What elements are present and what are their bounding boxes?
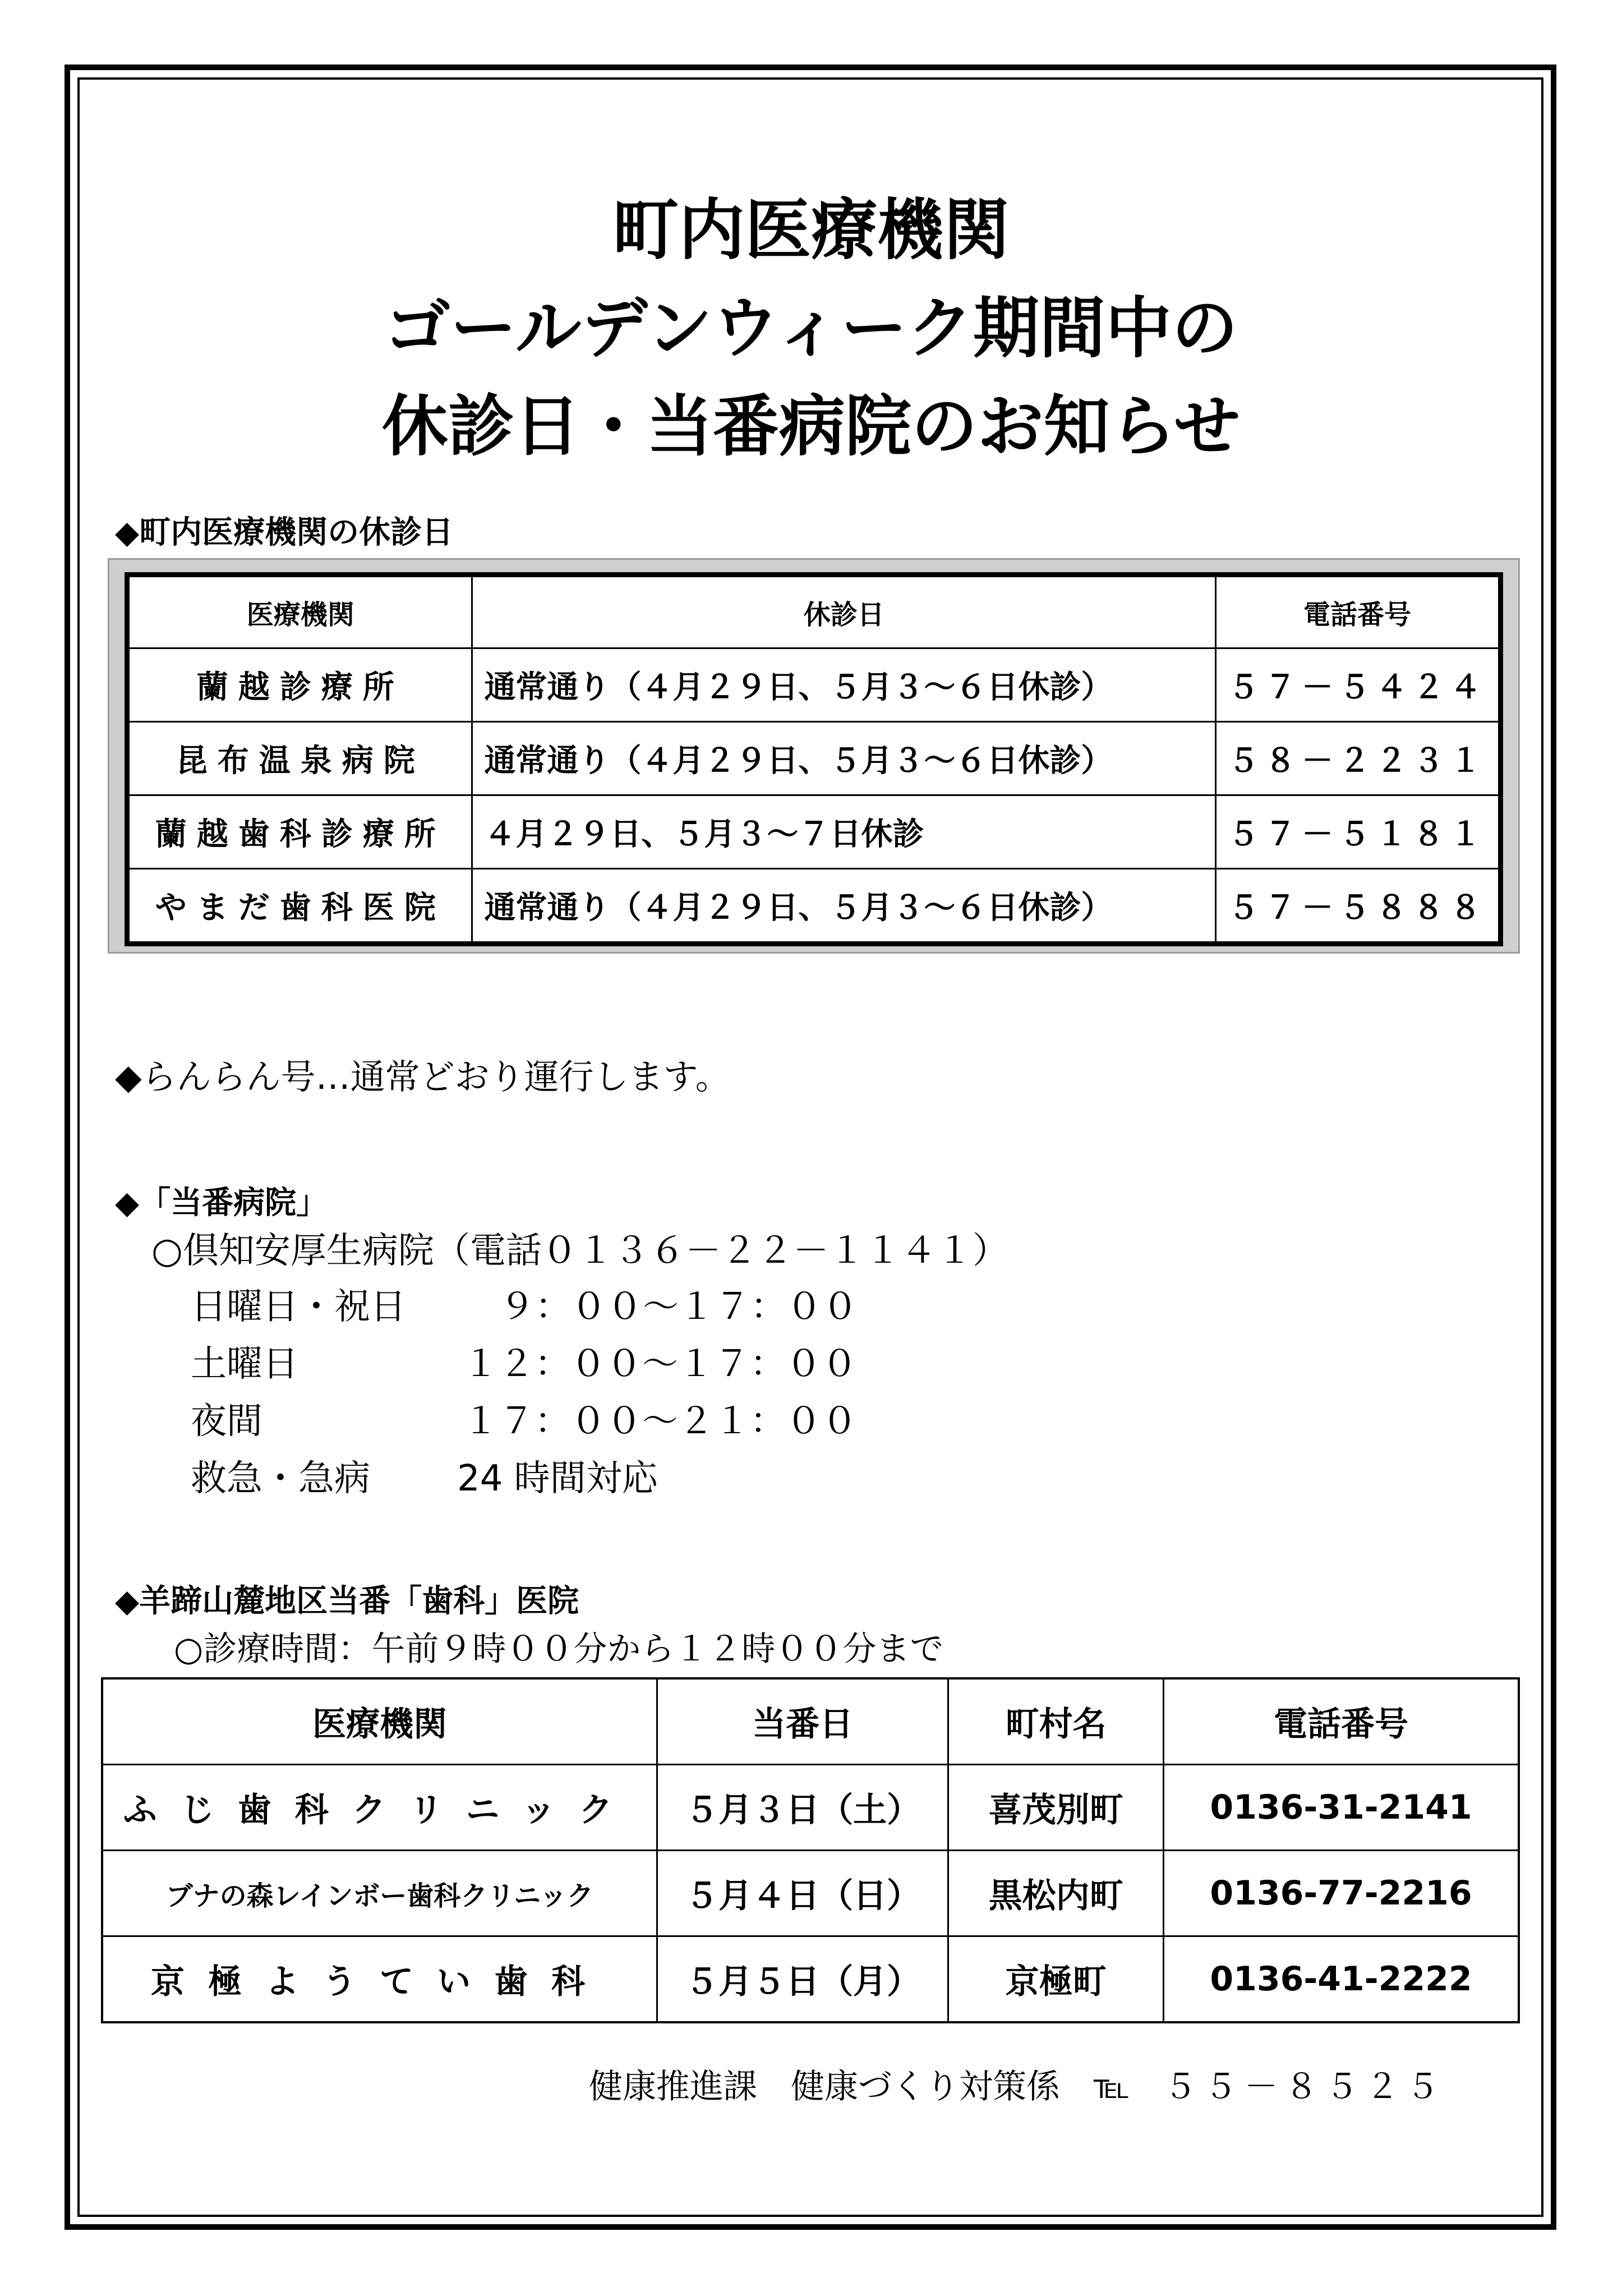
clinic-name: 京極ようてい歯科: [102, 1936, 657, 2023]
schedule-time: ９：００～１７：００: [499, 1286, 858, 1328]
bus-notice: ◆らんらん号…通常どおり運行します。: [115, 1056, 730, 1097]
table-row: [102, 1765, 1519, 1851]
table-row: [102, 1936, 1519, 2023]
header-duty-date: 当番日: [657, 1678, 948, 1765]
phone-number: ５７－５１８１: [1215, 795, 1500, 869]
header-phone: 電話番号: [1215, 575, 1500, 648]
closed-days: 通常通り（４月２９日、５月３～６日休診）: [472, 869, 1216, 944]
closed-days: ４月２９日、５月３～７日休診: [472, 795, 1216, 869]
table-header-row: [102, 1678, 1519, 1765]
title-line-1: 町内医療機関: [612, 191, 1010, 269]
footer-tel-label: ℡: [1094, 2067, 1130, 2106]
header-town: 町村名: [948, 1678, 1164, 1765]
phone-number: ５７－５８８８: [1215, 869, 1500, 944]
section4-heading: ◆羊蹄山麓地区当番「歯科」医院: [115, 1583, 579, 1619]
table-row: [127, 795, 1501, 869]
table-row: [127, 648, 1501, 722]
header-phone: 電話番号: [1163, 1678, 1519, 1765]
institution-name: 蘭越診療所: [127, 648, 472, 722]
header-institution: 医療機関: [127, 575, 472, 648]
phone-number: 0136-31-2141: [1163, 1765, 1519, 1851]
town-name: 喜茂別町: [948, 1765, 1164, 1851]
phone-number: 0136-41-2222: [1163, 1936, 1519, 2023]
title-line-2: ゴールデンウィーク期間中の: [384, 289, 1238, 367]
footer-tel: ５５－８５２５: [1163, 2067, 1446, 2106]
dental-duty-table: [101, 1677, 1520, 2023]
dental-hours: ○診療時間：午前９時００分から１２時００分まで: [174, 1630, 944, 1669]
clinic-name: ふじ歯科クリニック: [102, 1765, 657, 1851]
schedule-time: １７：００～２１：００: [463, 1401, 858, 1442]
schedule-label: 土曜日: [191, 1343, 298, 1385]
section1-heading: ◆町内医療機関の休診日: [115, 514, 454, 551]
duty-date: ５月５日（月）: [657, 1936, 948, 2023]
footer-contact: [589, 2064, 1446, 2109]
schedule-time: １２：００～１７：００: [463, 1343, 858, 1385]
duty-date: ５月３日（土）: [657, 1765, 948, 1851]
schedule-label: 日曜日・祝日: [191, 1286, 406, 1328]
table-row: [127, 722, 1501, 795]
town-name: 黒松内町: [948, 1851, 1164, 1936]
table-row: [102, 1851, 1519, 1936]
title-line-3: 休診日・当番病院のお知らせ: [381, 388, 1241, 465]
closed-days: 通常通り（４月２９日、５月３～６日休診）: [472, 648, 1216, 722]
closure-table: [125, 572, 1503, 946]
section3-heading: ◆「当番病院」: [115, 1185, 328, 1221]
clinic-name: ブナの森レインボー歯科クリニック: [102, 1851, 657, 1936]
footer-dept: 健康推進課 健康づくり対策係: [589, 2067, 1060, 2106]
closed-days: 通常通り（４月２９日、５月３～６日休診）: [472, 722, 1216, 795]
schedule-label: 夜間: [191, 1401, 262, 1442]
phone-number: ５８－２２３１: [1215, 722, 1500, 795]
header-institution: 医療機関: [102, 1678, 657, 1765]
town-name: 京極町: [948, 1936, 1164, 2023]
duty-date: ５月４日（日）: [657, 1851, 948, 1936]
institution-name: 昆布温泉病院: [127, 722, 472, 795]
institution-name: 蘭越歯科診療所: [127, 795, 472, 869]
phone-number: ５７－５４２４: [1215, 648, 1500, 722]
phone-number: 0136-77-2216: [1163, 1851, 1519, 1936]
duty-hospital: ○倶知安厚生病院（電話０１３６－２２－１１４１）: [151, 1230, 1008, 1272]
table-row: [127, 869, 1501, 944]
table-header-row: [127, 575, 1501, 648]
institution-name: やまだ歯科医院: [127, 869, 472, 944]
schedule-time: 24 時間対応: [457, 1458, 658, 1499]
header-closed-days: 休診日: [472, 575, 1216, 648]
schedule-label: 救急・急病: [191, 1458, 370, 1499]
